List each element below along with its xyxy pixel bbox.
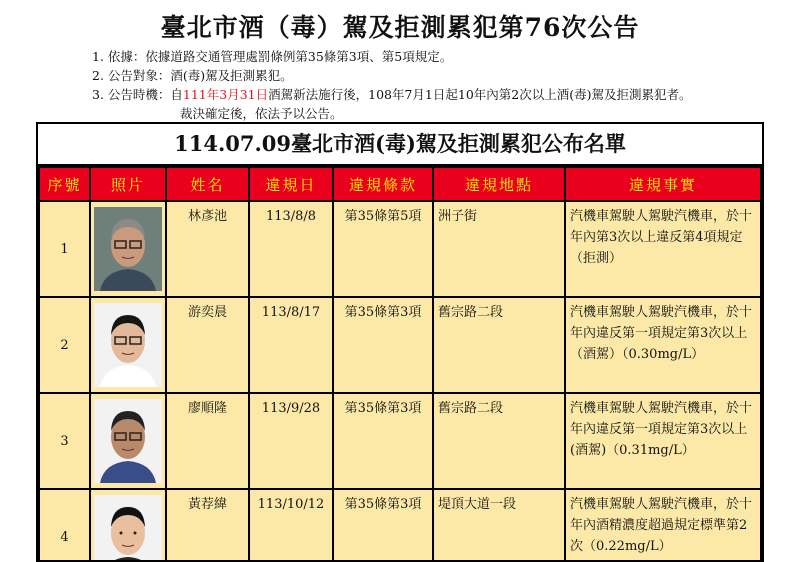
header-photo: 照片 xyxy=(90,167,166,201)
note-timing-prefix: 3. 公告時機：自 xyxy=(92,87,183,102)
offender-name: 廖順隆 xyxy=(166,393,249,489)
violation-date: 113/8/8 xyxy=(249,201,333,297)
row-number: 4 xyxy=(39,489,90,562)
header-fact: 違規事實 xyxy=(565,167,761,201)
person-photo-icon xyxy=(91,207,165,291)
violation-place: 堤頂大道一段 xyxy=(433,489,565,562)
offender-photo xyxy=(90,489,166,562)
header-no: 序號 xyxy=(39,167,90,201)
violation-clause: 第35條第3項 xyxy=(333,297,433,393)
page-title: 臺北市酒（毒）駕及拒測累犯第76次公告 xyxy=(160,13,640,42)
offender-list xyxy=(36,122,764,562)
offender-name: 林彥池 xyxy=(166,201,249,297)
violation-date: 113/10/12 xyxy=(249,489,333,562)
row-number: 1 xyxy=(39,201,90,297)
header-clause: 違規條款 xyxy=(333,167,433,201)
note-timing-date: 111年3月31日 xyxy=(182,87,269,102)
violation-fact: 汽機車駕駛人駕駛汽機車，於十年內違反第一項規定第3次以上（酒駕）（0.30mg/L） xyxy=(565,297,761,393)
table-row xyxy=(39,393,761,489)
header-name: 姓名 xyxy=(166,167,249,201)
violation-fact: 汽機車駕駛人駕駛汽機車，於十年內酒精濃度超過規定標準第2次（0.22mg/L） xyxy=(565,489,761,562)
violation-place: 舊宗路二段 xyxy=(433,297,565,393)
table-row xyxy=(39,201,761,297)
violation-fact: 汽機車駕駛人駕駛汽機車，於十年內違反第一項規定第3次以上(酒駕)（0.31mg/L） xyxy=(565,393,761,489)
header-place: 違規地點 xyxy=(433,167,565,201)
violation-place: 舊宗路二段 xyxy=(433,393,565,489)
notice-notes xyxy=(92,47,692,123)
person-photo-icon xyxy=(91,399,165,483)
offender-photo xyxy=(90,297,166,393)
offender-name: 黃荐緯 xyxy=(166,489,249,562)
table-row xyxy=(39,489,761,562)
violation-date: 113/8/17 xyxy=(249,297,333,393)
violation-date: 113/9/28 xyxy=(249,393,333,489)
offender-table xyxy=(38,166,762,562)
violation-clause: 第35條第3項 xyxy=(333,489,433,562)
note-timing xyxy=(92,85,692,104)
violation-place: 洲子街 xyxy=(433,201,565,297)
note-target: 2. 公告對象：酒(毒)駕及拒測累犯。 xyxy=(92,68,293,83)
table-row xyxy=(39,297,761,393)
violation-clause: 第35條第3項 xyxy=(333,393,433,489)
offender-photo xyxy=(90,393,166,489)
list-title: 114.07.09臺北市酒(毒)駕及拒測累犯公布名單 xyxy=(38,124,762,166)
header-date: 違規日 xyxy=(249,167,333,201)
note-timing-cont: 裁決確定後，依法予以公告。 xyxy=(180,106,343,121)
person-photo-icon xyxy=(91,495,165,562)
person-photo-icon xyxy=(91,303,165,387)
note-timing-suffix: 酒駕新法施行後，108年7月1日起10年內第2次以上酒(毒)駕及拒測累犯者。 xyxy=(268,87,692,102)
offender-photo xyxy=(90,201,166,297)
offender-name: 游奕晨 xyxy=(166,297,249,393)
row-number: 3 xyxy=(39,393,90,489)
note-basis: 1. 依據：依據道路交通管理處罰條例第35條第3項、第5項規定。 xyxy=(92,49,453,64)
row-number: 2 xyxy=(39,297,90,393)
violation-clause: 第35條第5項 xyxy=(333,201,433,297)
violation-fact: 汽機車駕駛人駕駛汽機車，於十年內第3次以上違反第4項規定（拒測） xyxy=(565,201,761,297)
